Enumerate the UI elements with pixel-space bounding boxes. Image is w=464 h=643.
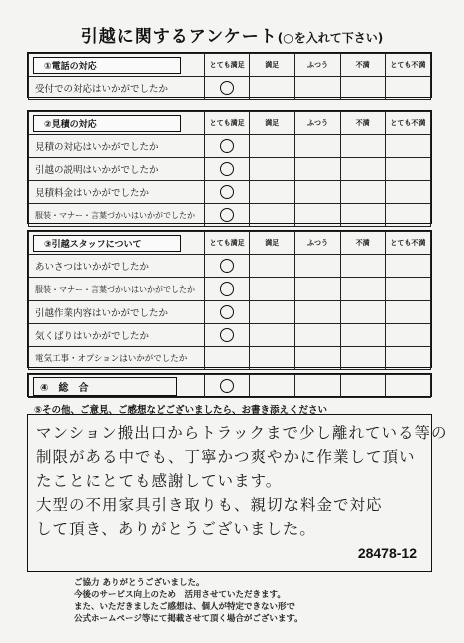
col-dissatisfied: 不満: [340, 112, 385, 135]
answer-cell[interactable]: [250, 181, 295, 204]
answer-cell[interactable]: [295, 375, 340, 398]
footer-note: [74, 577, 303, 625]
col-very-dissatisfied: とても不満: [385, 54, 430, 77]
section-heading: ②見積の対応: [33, 115, 181, 132]
answer-cell[interactable]: [340, 324, 385, 347]
col-very-dissatisfied: とても不満: [385, 232, 430, 255]
answer-cell[interactable]: [385, 135, 430, 158]
question-row: [29, 77, 431, 100]
answer-circle[interactable]: [220, 139, 234, 153]
answer-circle[interactable]: [220, 208, 234, 222]
answer-cell[interactable]: [385, 324, 430, 347]
answer-cell[interactable]: [295, 278, 340, 301]
question-label: 服装・マナー・言葉づかいはいかがでしたか: [29, 204, 205, 227]
answer-cell[interactable]: [340, 158, 385, 181]
section-heading: ①電話の対応: [33, 57, 181, 74]
answer-cell[interactable]: [340, 204, 385, 227]
question-row: [29, 375, 431, 398]
answer-cell[interactable]: [295, 181, 340, 204]
col-normal: ふつう: [295, 54, 340, 77]
question-label: 気くばりはいかがでしたか: [29, 324, 205, 347]
answer-cell[interactable]: [385, 301, 430, 324]
answer-cell[interactable]: [250, 204, 295, 227]
question-label: 引越作業内容はいかがでしたか: [29, 301, 205, 324]
answer-cell[interactable]: [250, 324, 295, 347]
answer-cell[interactable]: [385, 77, 430, 100]
section-heading: ③引越スタッフについて: [33, 235, 181, 252]
section-staff: [27, 230, 432, 368]
comment-line: して頂き、ありがとうございました。: [36, 520, 316, 538]
comment-line: たことにとても感謝しています。: [36, 472, 283, 490]
question-row: [29, 255, 431, 278]
answer-cell[interactable]: [250, 158, 295, 181]
answer-circle[interactable]: [220, 282, 234, 296]
col-very-satisfied: とても満足: [205, 54, 250, 77]
footer-line: また、いただきましたご感想は、個人が特定できない形で: [74, 602, 296, 612]
footer-line: ご協力 ありがとうございました。: [74, 578, 205, 588]
col-normal: ふつう: [295, 112, 340, 135]
answer-cell[interactable]: [250, 135, 295, 158]
col-very-dissatisfied: とても不満: [385, 112, 430, 135]
answer-cell[interactable]: [385, 347, 430, 370]
answer-cell[interactable]: [250, 278, 295, 301]
col-dissatisfied: 不満: [340, 232, 385, 255]
answer-cell[interactable]: [295, 204, 340, 227]
answer-cell[interactable]: [250, 375, 295, 398]
question-label: 服装・マナー・言葉づかいはいかがでしたか: [29, 278, 205, 301]
survey-id: 28478-12: [357, 545, 417, 561]
answer-circle[interactable]: [220, 259, 234, 273]
col-very-satisfied: とても満足: [205, 112, 250, 135]
answer-cell[interactable]: [385, 181, 430, 204]
answer-cell[interactable]: [295, 135, 340, 158]
answer-cell[interactable]: [295, 255, 340, 278]
question-row: [29, 278, 431, 301]
col-dissatisfied: 不満: [340, 54, 385, 77]
answer-circle[interactable]: [220, 379, 234, 393]
answer-cell[interactable]: [340, 255, 385, 278]
answer-cell[interactable]: [250, 347, 295, 370]
answer-circle[interactable]: [220, 328, 234, 342]
question-label: 電気工事・オプションはいかがでしたか: [29, 347, 205, 370]
answer-cell[interactable]: [340, 278, 385, 301]
question-row: [29, 301, 431, 324]
answer-cell[interactable]: [250, 77, 295, 100]
answer-cell[interactable]: [340, 77, 385, 100]
question-label: 見積料金はいかがでしたか: [29, 181, 205, 204]
answer-cell[interactable]: [205, 347, 250, 370]
answer-cell[interactable]: [295, 158, 340, 181]
survey-title-sub: (○を入れて下さい): [277, 31, 384, 45]
answer-cell[interactable]: [385, 204, 430, 227]
answer-circle[interactable]: [220, 81, 234, 95]
answer-cell[interactable]: [295, 347, 340, 370]
answer-cell[interactable]: [295, 301, 340, 324]
section-overall: [27, 373, 432, 397]
overall-label: ④ 総 合: [33, 377, 177, 396]
survey-title: [0, 22, 464, 47]
answer-cell[interactable]: [250, 255, 295, 278]
question-row: [29, 181, 431, 204]
comment-line: 大型の不用家具引き取りも、親切な料金で対応: [36, 496, 383, 514]
question-row: [29, 204, 431, 227]
comment-box[interactable]: [27, 414, 448, 572]
section-estimate: [27, 110, 432, 224]
answer-cell[interactable]: [340, 181, 385, 204]
question-row: [29, 158, 431, 181]
comment-prompt: ⑤その他、ご意見、ご感想などございましたら、お書き添えください: [34, 405, 328, 416]
col-satisfied: 満足: [250, 112, 295, 135]
handwritten-comment: [36, 421, 448, 541]
answer-cell[interactable]: [340, 301, 385, 324]
answer-circle[interactable]: [220, 185, 234, 199]
col-normal: ふつう: [295, 232, 340, 255]
col-satisfied: 満足: [250, 232, 295, 255]
footer-line: 公式ホームページ等にて掲載させて頂く場合がございます。: [74, 614, 303, 624]
footer-line: 今後のサービス向上のため 活用させていただきます。: [74, 590, 286, 600]
answer-cell[interactable]: [340, 347, 385, 370]
comment-line: 制限がある中でも、丁寧かつ爽やかに作業して頂い: [36, 448, 416, 466]
question-row: [29, 324, 431, 347]
answer-cell[interactable]: [340, 375, 385, 398]
answer-cell[interactable]: [385, 278, 430, 301]
col-satisfied: 満足: [250, 54, 295, 77]
question-row: [29, 135, 431, 158]
answer-cell[interactable]: [295, 324, 340, 347]
question-label: 見積の対応はいかがでしたか: [29, 135, 205, 158]
answer-circle[interactable]: [220, 305, 234, 319]
survey-title-main: 引越に関するアンケート: [80, 27, 278, 47]
question-row: [29, 347, 431, 370]
col-very-satisfied: とても満足: [205, 232, 250, 255]
question-label: 引越の説明はいかがでしたか: [29, 158, 205, 181]
answer-cell[interactable]: [385, 255, 430, 278]
comment-line: マンション搬出口からトラックまで少し離れている等の: [36, 424, 448, 442]
answer-cell[interactable]: [385, 375, 430, 398]
answer-circle[interactable]: [220, 162, 234, 176]
question-label: あいさつはいかがでしたか: [29, 255, 205, 278]
answer-cell[interactable]: [295, 77, 340, 100]
section-phone: [27, 52, 432, 98]
answer-cell[interactable]: [385, 158, 430, 181]
answer-cell[interactable]: [340, 135, 385, 158]
question-label: 受付での対応はいかがでしたか: [29, 77, 205, 100]
answer-cell[interactable]: [250, 301, 295, 324]
